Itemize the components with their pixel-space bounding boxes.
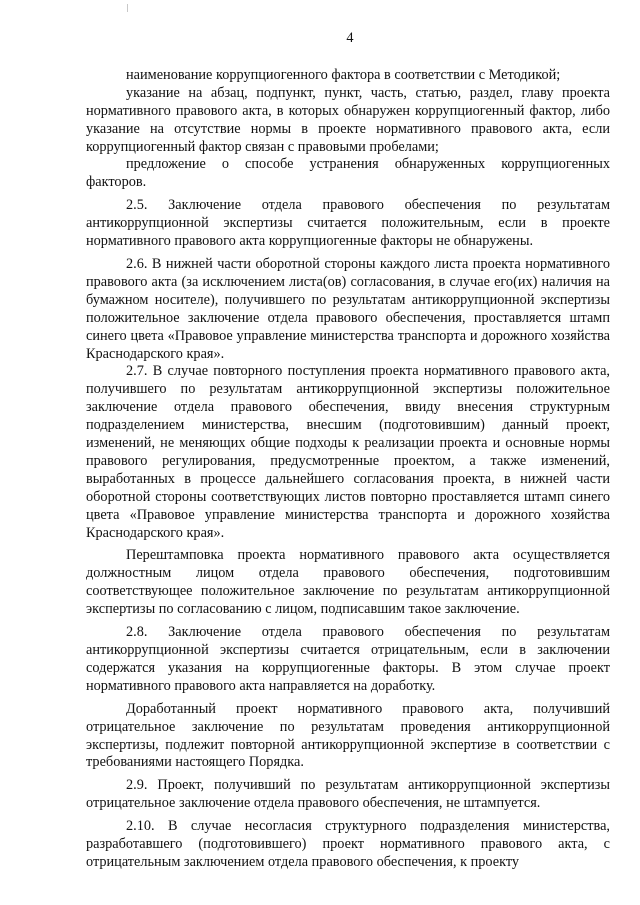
document-page — [86, 30, 610, 872]
paragraph-2-9: 2.9. Проект, получивший по результатам антикоррупционной экспертизы отрицательное заключение отдела правового обеспечения, не штампуется. — [86, 777, 610, 812]
paragraph-revised-project: Доработанный проект нормативного правового акта, получивший отрицательное заключение по результатам проведения антикоррупционной экспертизы, подлежит повторной антикоррупционной экспертизе в соответствии с требованиями настоящего Порядка. — [86, 700, 610, 771]
paragraph-2-6: 2.6. В нижней части оборотной стороны каждого листа проекта нормативного правового акта (за исключением листа(ов) согласования, в случае его(их) наличия на бумажном носителе), получившего по результатам антикоррупционной экспертизы положительное заключение отдела правового обеспечения, проставляется штамп синего цвета «Правовое управление министерства транспорта и дорожного хозяйства Краснодарского края». — [86, 255, 610, 362]
paragraph-2-7: 2.7. В случае повторного поступления проекта нормативного правового акта, получившего по результатам антикоррупционной экспертизы положительное заключение отдела правового обеспечения, ввиду внесения структурным подразделением министерства, внесшим (подготовившим) данный проект, изменений, не меняющих общие подходы к реализации проекта и основные нормы правового регулирования, предусмотренные проектом, а также изменений, выработанных в процессе дальнейшего согласования проекта, в нижней части оборотной стороны соответствующих листов повторно проставляется штамп синего цвета «Правовое управление министерства транспорта и дорожного хозяйства Краснодарского края». — [86, 363, 610, 541]
paragraph-restamping: Перештамповка проекта нормативного правового акта осуществляется должностным лицом отдела правового обеспечения, подготовившим соответствующее положительное заключение по результатам антикоррупционной экспертизы по согласованию с лицом, подписавшим такое заключение. — [86, 547, 610, 618]
paragraph-elimination-proposal: предложение о способе устранения обнаруженных коррупциогенных факторов. — [86, 156, 610, 191]
paragraph-location-reference: указание на абзац, подпункт, пункт, часть, статью, раздел, главу проекта нормативного правового акта, в которых обнаружен коррупциогенный фактор, либо указание на отсутствие нормы в проекте нормативного правового акта, если коррупциогенный фактор связан с правовыми пробелами; — [86, 84, 610, 155]
paragraph-2-10: 2.10. В случае несогласия структурного подразделения министерства, разработавшего (подготовившего) проект нормативного правового акта, с отрицательным заключением отдела правового обеспечения, к проекту — [86, 818, 610, 870]
page-number: 4 — [346, 30, 354, 46]
paragraph-factor-name: наименование коррупциогенного фактора в соответствии с Методикой; — [126, 66, 561, 83]
scan-margin-mark — [127, 4, 128, 12]
paragraph-2-5: 2.5. Заключение отдела правового обеспечения по результатам антикоррупционной экспертизы считается положительным, если в проекте нормативного правового акта коррупциогенные факторы не обнаружены. — [86, 197, 610, 250]
paragraph-2-8: 2.8. Заключение отдела правового обеспечения по результатам антикоррупционной экспертизы считается отрицательным, если в заключении содержатся указания на коррупциогенные факторы. В этом случае проект нормативного правового акта направляется на доработку. — [86, 624, 610, 694]
